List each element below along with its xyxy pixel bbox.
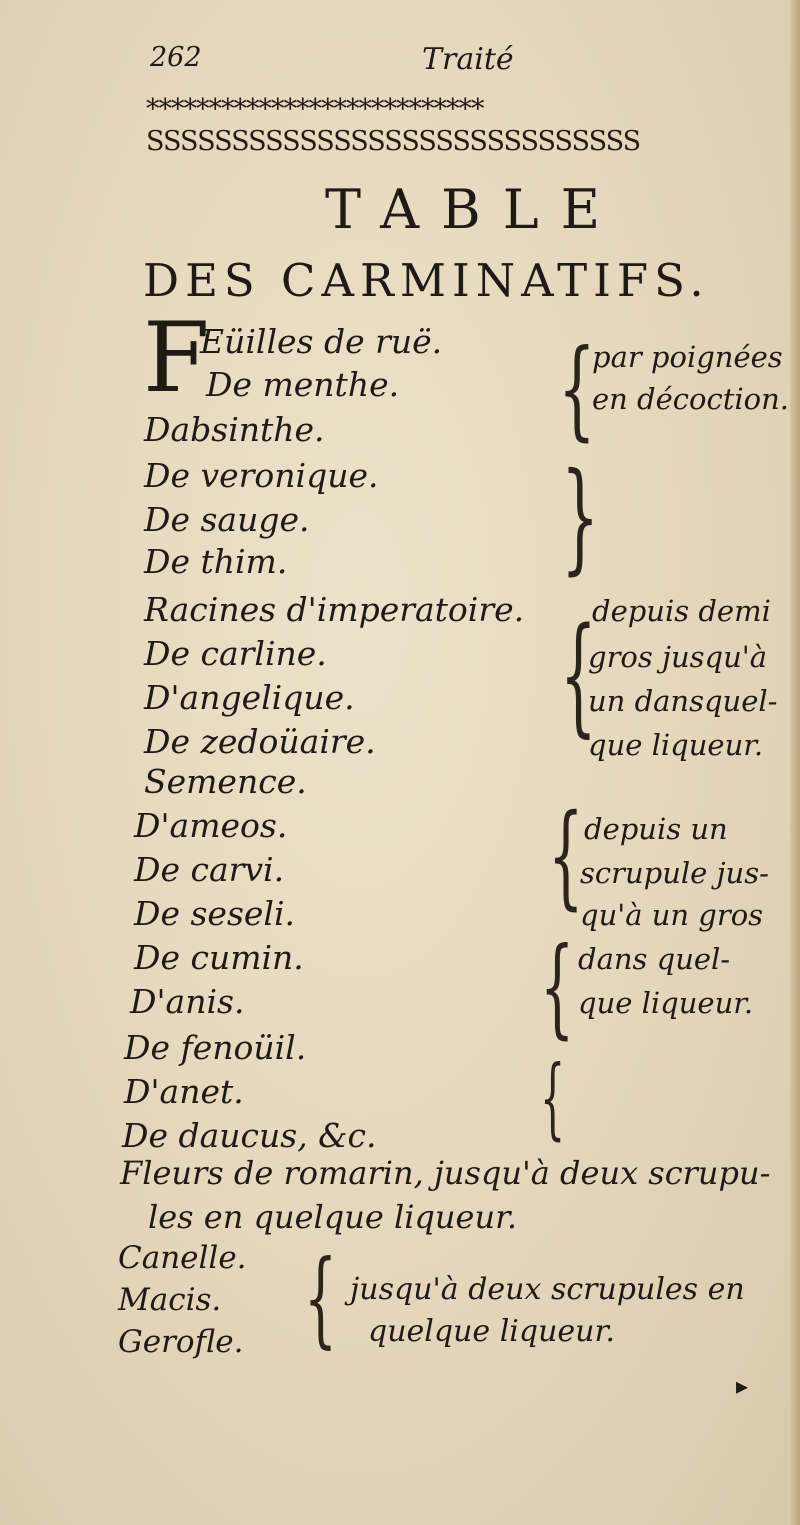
- table-title: TABLE: [325, 178, 623, 241]
- entry-rue: Eüilles de ruë.: [200, 322, 443, 361]
- entry-anet: D'anet.: [124, 1072, 244, 1111]
- note-3-line-1: depuis un: [584, 812, 728, 846]
- entry-angelique: D'angelique.: [144, 678, 355, 717]
- note-3-line-2: scrupule jus-: [580, 856, 769, 890]
- entry-daucus: De daucus, &c.: [122, 1116, 377, 1155]
- note-2-line-3: un dansquel-: [588, 684, 778, 718]
- entry-zedoaire: De zedoüaire.: [144, 722, 376, 761]
- entry-fleurs-line-2: les en quelque liqueur.: [148, 1198, 518, 1236]
- entry-carvi: De carvi.: [134, 850, 285, 889]
- ornament-row-scrolls: SSSSSSSSSSSSSSSSSSSSSSSSSSSSS: [146, 126, 641, 157]
- entry-menthe: De menthe.: [206, 365, 400, 404]
- brace-1b: }: [561, 448, 600, 587]
- ornament-band: [146, 94, 776, 168]
- table-subtitle: DES CARMINATIFS.: [143, 254, 710, 307]
- brace-3c: {: [540, 1046, 566, 1149]
- drop-cap: F: [143, 302, 210, 414]
- entry-seseli: De seseli.: [134, 894, 296, 933]
- entry-carline: De carline.: [144, 634, 327, 673]
- brace-2: {: [560, 601, 597, 750]
- entry-veronique: De veronique.: [144, 456, 379, 495]
- brace-3b: {: [540, 925, 575, 1050]
- note-4-line-1: jusqu'à deux scrupules en: [350, 1272, 745, 1307]
- note-2-line-1: depuis demi: [592, 594, 771, 628]
- note-3-line-4: dans quel-: [578, 942, 731, 976]
- running-title: Traité: [422, 42, 514, 77]
- brace-1: {: [558, 327, 596, 452]
- entry-cumin: De cumin.: [134, 938, 304, 977]
- entry-semence: Semence.: [144, 762, 307, 801]
- note-3-line-3: qu'à un gros: [580, 898, 764, 932]
- entry-fenouil: De fenoüil.: [124, 1028, 307, 1067]
- entry-gerofle: Gerofle.: [118, 1324, 244, 1360]
- entry-anis: D'anis.: [130, 982, 245, 1021]
- entry-sauge: De sauge.: [144, 500, 310, 539]
- brace-3a: {: [548, 791, 584, 921]
- note-1-line-2: en décoction.: [592, 382, 790, 416]
- entry-ameos: D'ameos.: [134, 806, 288, 845]
- page-edge: [790, 0, 800, 1525]
- entry-imperatoire: Racines d'imperatoire.: [144, 590, 525, 629]
- note-2-line-2: gros jusqu'à: [588, 640, 768, 674]
- entry-canelle: Canelle.: [118, 1240, 247, 1276]
- page-number: 262: [150, 42, 202, 73]
- entry-macis: Macis.: [118, 1282, 222, 1318]
- note-3-line-5: que liqueur.: [578, 986, 754, 1020]
- brace-4: {: [304, 1237, 338, 1359]
- entry-absinthe: Dabsinthe.: [144, 410, 325, 449]
- entry-fleurs-line-1: Fleurs de romarin, jusqu'à deux scrupu-: [120, 1154, 771, 1192]
- note-4-line-2: quelque liqueur.: [368, 1314, 616, 1349]
- entry-thim: De thim.: [144, 542, 288, 581]
- note-2-line-4: que liqueur.: [588, 728, 764, 762]
- ornament-row-stars: ***************************: [146, 94, 484, 125]
- note-1-line-1: par poignées: [592, 340, 783, 374]
- signature-mark: ▸: [736, 1372, 749, 1400]
